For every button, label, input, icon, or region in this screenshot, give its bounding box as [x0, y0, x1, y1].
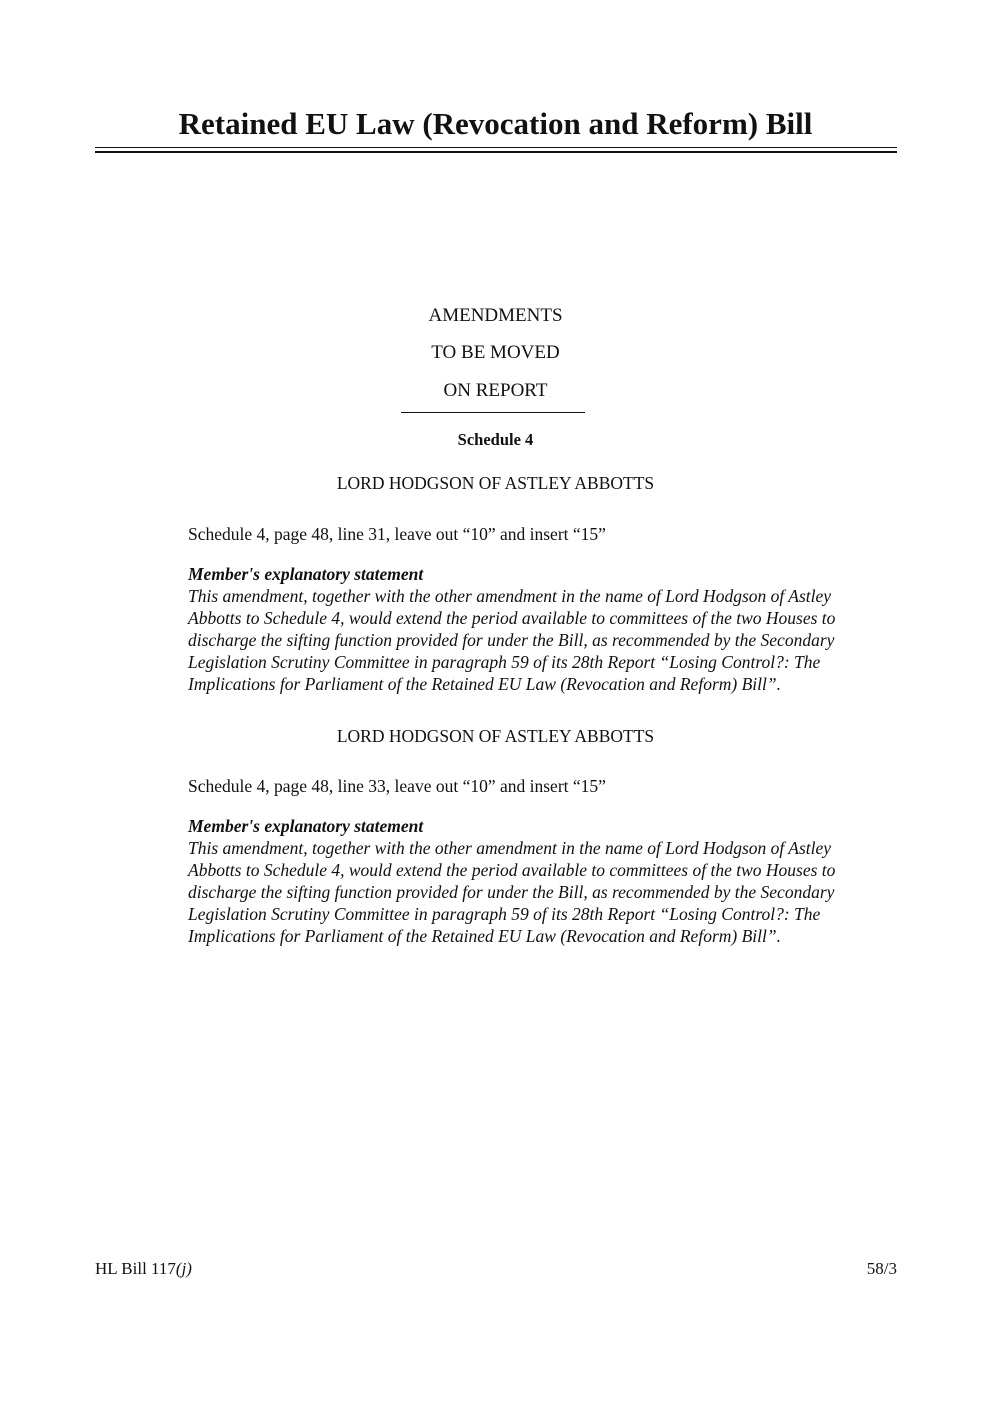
statement-line: Implications for Parliament of the Retained EU Law (Revocation and Reform) Bill”. [188, 674, 781, 694]
heading-line-1: AMENDMENTS [428, 305, 563, 326]
bill-number-suffix: (j) [175, 1259, 192, 1278]
bill-title: Retained EU Law (Revocation and Reform) Bill [178, 106, 813, 141]
heading-rule [401, 412, 585, 413]
statement-line: Legislation Scrutiny Committee in paragraph 59 of its 28th Report “Losing Control?: The [188, 904, 821, 924]
amendment-text: Schedule 4, page 48, line 33, leave out “10” and insert “15” [188, 776, 606, 796]
statement-line: discharge the sifting function provided for under the Bill, as recommended by the Secondary [188, 882, 835, 902]
statement-text [188, 585, 835, 695]
heading-line-3: ON REPORT [443, 380, 548, 401]
title-rule-thick [95, 151, 897, 153]
statement-line: Abbotts to Schedule 4, would extend the period available to committees of the two Houses to [188, 608, 836, 628]
statement-text [188, 837, 835, 947]
heading-line-2: TO BE MOVED [431, 342, 560, 363]
statement-line: This amendment, together with the other amendment in the name of Lord Hodgson of Astley [188, 838, 832, 858]
amendment-text: Schedule 4, page 48, line 31, leave out “10” and insert “15” [188, 524, 606, 544]
bill-number-text: HL Bill 117 [95, 1259, 176, 1278]
statement-line: Abbotts to Schedule 4, would extend the period available to committees of the two Houses to [188, 860, 836, 880]
statement-line: discharge the sifting function provided for under the Bill, as recommended by the Secondary [188, 630, 835, 650]
bill-number [95, 1259, 192, 1279]
statement-line: Implications for Parliament of the Retained EU Law (Revocation and Reform) Bill”. [188, 926, 781, 946]
title-rule-thin [95, 147, 897, 148]
statement-line: This amendment, together with the other amendment in the name of Lord Hodgson of Astley [188, 586, 832, 606]
statement-heading: Member's explanatory statement [188, 816, 424, 836]
schedule-heading: Schedule 4 [457, 430, 534, 449]
statement-heading: Member's explanatory statement [188, 564, 424, 584]
statement-line: Legislation Scrutiny Committee in paragraph 59 of its 28th Report “Losing Control?: The [188, 652, 821, 672]
member-name: LORD HODGSON OF ASTLEY ABBOTTS [336, 726, 655, 746]
page-reference: 58/3 [866, 1259, 897, 1278]
member-name: LORD HODGSON OF ASTLEY ABBOTTS [336, 473, 655, 493]
